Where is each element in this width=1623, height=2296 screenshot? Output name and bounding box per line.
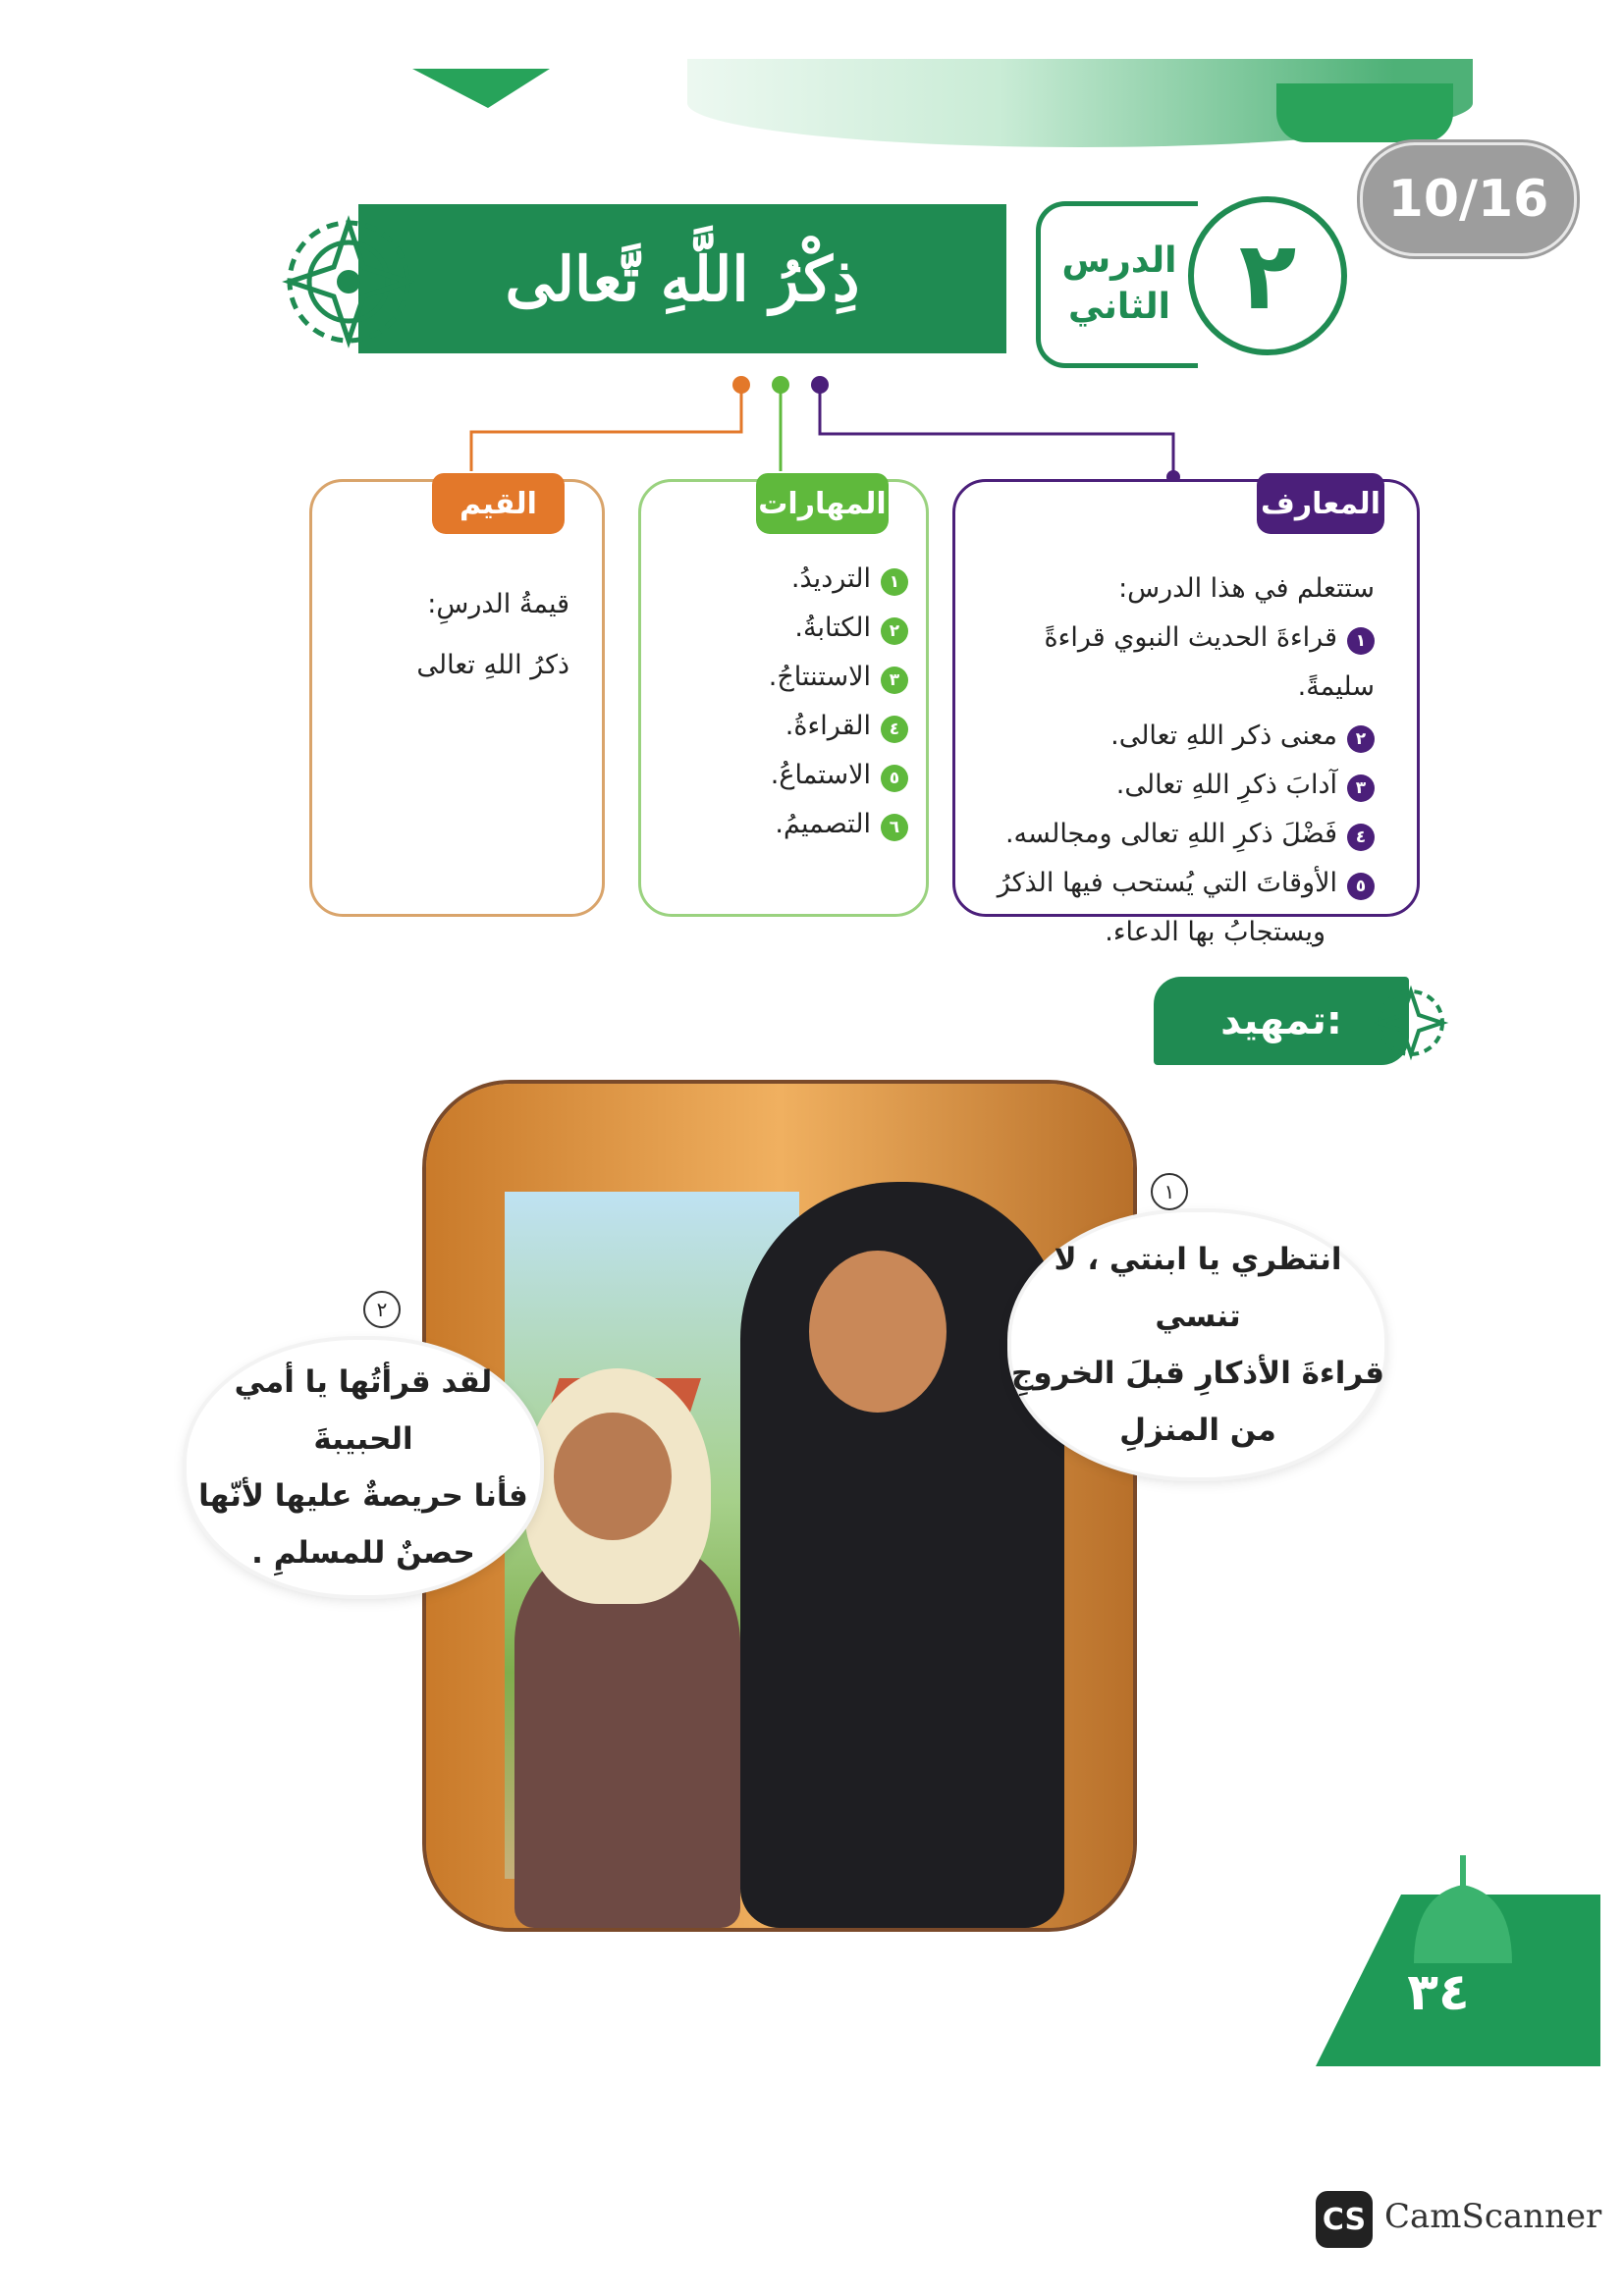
top-decorative-tab: [1276, 83, 1453, 142]
bubble1-line1: انتظري يا ابنتي ، لا تنسي: [1054, 1242, 1342, 1334]
rosette-ornament-icon: [275, 208, 422, 355]
bubble1-number: ١: [1151, 1173, 1188, 1210]
bullet-number: ٦: [881, 814, 908, 841]
knowledge-intro: ستتعلم في هذا الدرس:: [1118, 573, 1375, 604]
knowledge-item-text: الأوقاتَ التي يُستحب فيها الذكرُ: [997, 868, 1337, 898]
skill-item-text: الاستنتاجُ.: [768, 662, 871, 692]
bubble2-line3: حصنٌ للمسلمِ .: [251, 1535, 475, 1571]
knowledge-list: [972, 564, 1375, 957]
bubble2-number: ٢: [363, 1291, 401, 1328]
list-item: [972, 761, 1375, 810]
top-decorative-wedge: [412, 69, 550, 108]
knowledge-continuation: ويستجابُ بها الدعاء.: [1105, 917, 1325, 947]
list-item: [687, 702, 908, 751]
bubble1-line3: من المنزلِ: [1119, 1413, 1276, 1448]
lesson-label-line1: الدرس: [1061, 240, 1177, 282]
dome-icon: [1404, 1855, 1522, 1963]
skills-list: [687, 555, 908, 849]
values-heading: القيم: [432, 473, 565, 534]
girl-face: [554, 1413, 672, 1540]
bubble2-line2: فأنا حريصةٌ عليها لأنّها: [198, 1478, 528, 1514]
bubble2-line1: لقد قرأتُها يا أمي الحبيبةَ: [234, 1364, 493, 1457]
values-box: [309, 479, 605, 917]
mother-face: [809, 1251, 947, 1413]
skills-heading: المهارات: [756, 473, 889, 534]
bullet-number: ٢: [1347, 725, 1375, 753]
bullet-number: ١: [1347, 627, 1375, 655]
intro-ornament-icon: [1370, 982, 1453, 1065]
list-item: [972, 614, 1375, 712]
skill-item-text: الترديدُ.: [790, 563, 871, 594]
list-item: [687, 653, 908, 702]
bullet-number: ٣: [881, 667, 908, 694]
bullet-number: ٥: [1347, 873, 1375, 900]
knowledge-heading: المعارف: [1257, 473, 1384, 534]
bullet-number: ٤: [881, 716, 908, 743]
bullet-number: ١: [881, 568, 908, 596]
bullet-number: ٣: [1347, 774, 1375, 802]
list-item: [972, 859, 1375, 908]
knowledge-item-text: آدابَ ذكرِ اللهِ تعالى.: [1115, 770, 1337, 800]
lesson-label-line2: الثاني: [1067, 287, 1170, 327]
values-text: [334, 574, 569, 696]
intro-heading: تمهيد:: [1154, 977, 1409, 1065]
speech-bubble-girl: [187, 1340, 540, 1595]
skill-item-text: التصميمُ.: [775, 809, 871, 839]
camscanner-name: CamScanner: [1384, 2197, 1602, 2236]
page-number: ٣٤: [1407, 1963, 1470, 2022]
knowledge-item-text: قراءةَ الحديث النبوي قراءةً سليمةً.: [1044, 622, 1375, 702]
page-counter-badge: 10/16: [1360, 142, 1577, 256]
knowledge-item-text: فَضْلَ ذكرِ اللهِ تعالى ومجالسه.: [1004, 819, 1337, 849]
list-item: [972, 810, 1375, 859]
speech-bubble-mother: [1011, 1212, 1384, 1477]
list-item: [687, 555, 908, 604]
values-line2: ذكرُ اللهِ تعالى: [416, 650, 569, 680]
list-item: [687, 800, 908, 849]
lesson-title: ذِكْرُ اللَّهِ تَّعالى: [358, 204, 1006, 353]
skill-item-text: الكتابةُ.: [794, 613, 871, 643]
skill-item-text: الاستماعُ.: [770, 760, 871, 790]
bullet-number: ٤: [1347, 824, 1375, 851]
list-item: [687, 604, 908, 653]
knowledge-item-text: معنى ذكر اللهِ تعالى.: [1110, 721, 1337, 751]
list-item: [972, 712, 1375, 761]
bubble1-line2: قراءةَ الأذكارِ قبلَ الخروجِ: [1011, 1356, 1384, 1391]
lesson-label: [1036, 201, 1198, 368]
values-line1: قيمةُ الدرسِ:: [427, 589, 569, 619]
bullet-number: ٥: [881, 765, 908, 792]
bullet-number: ٢: [881, 617, 908, 645]
camscanner-logo: CS: [1316, 2191, 1373, 2248]
list-item: [687, 751, 908, 800]
lesson-number-circle: ٢: [1188, 196, 1347, 355]
skill-item-text: القراءةُ.: [784, 711, 871, 741]
